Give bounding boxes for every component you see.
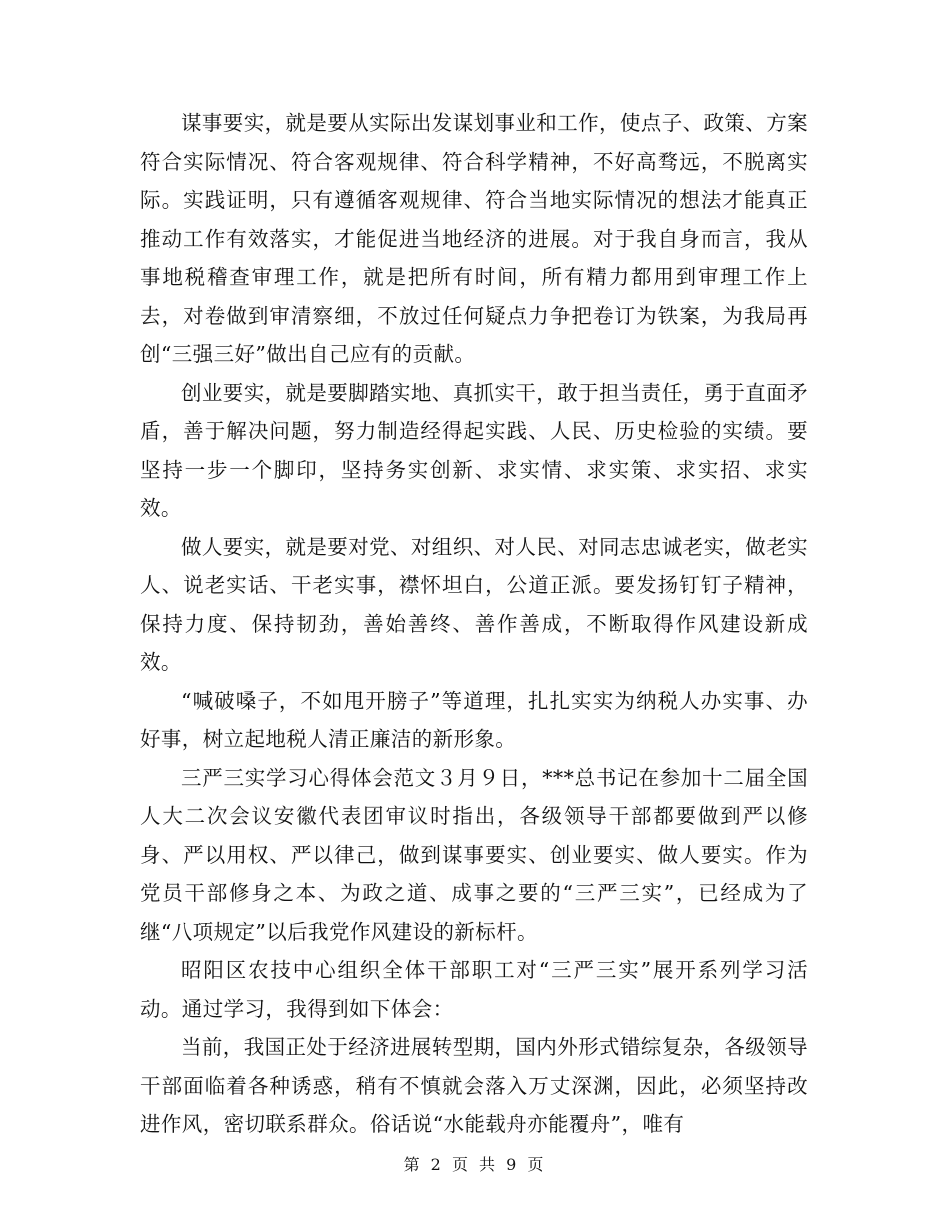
page-footer: 第 2 页 共 9 页 (403, 1155, 547, 1174)
paragraph-3: 做人要实，就是要对党、对组织、对人民、对同志忠诚老实，做老实人、说老实话、干老实事，襟怀坦白，公道正派。要发扬钉钉子精神，保持力度、保持韧劲，善始善终、善作善成，不断取得作风建设新成效。 (140, 534, 808, 674)
paragraph-2: 创业要实，就是要脚踏实地、真抓实干，敢于担当责任，勇于直面矛盾，善于解决问题，努力制造经得起实践、人民、历史检验的实绩。要坚持一步一个脚印，坚持务实创新、求实情、求实策、求实招、求实效。 (140, 380, 808, 520)
document-body (140, 104, 808, 1144)
paragraph-5: 三严三实学习心得体会范文３月９日，***总书记在参加十二届全国人大二次会议安徽代表团审议时指出，各级领导干部都要做到严以修身、严以用权、严以律己，做到谋事要实、创业要实、做人要实。作为党员干部修身之本、为政之道、成事之要的“三严三实”，已经成为了继“八项规定”以后我党作风建设的新标杆。 (140, 765, 808, 944)
paragraph-4: “喊破嗓子，不如甩开膀子”等道理，扎扎实实为纳税人办实事、办好事，树立起地税人清正廉洁的新形象。 (140, 688, 808, 751)
paragraph-6: 昭阳区农技中心组织全体干部职工对“三严三实”展开系列学习活动。通过学习，我得到如下体会： (140, 958, 808, 1021)
paragraph-1: 谋事要实，就是要从实际出发谋划事业和工作，使点子、政策、方案符合实际情况、符合客观规律、符合科学精神，不好高骛远，不脱离实际。实践证明，只有遵循客观规律、符合当地实际情况的想法才能真正推动工作有效落实，才能促进当地经济的进展。对于我自身而言，我从事地税稽查审理工作，就是把所有时间，所有精力都用到审理工作上去，对卷做到审清察细，不放过任何疑点力争把卷订为铁案，为我局再创“三强三好”做出自己应有的贡献。 (140, 111, 808, 366)
paragraph-7: 当前，我国正处于经济进展转型期，国内外形式错综复杂，各级领导干部面临着各种诱惑，稍有不慎就会落入万丈深渊，因此，必须坚持改进作风，密切联系群众。俗话说“水能载舟亦能覆舟”，唯有 (140, 1035, 808, 1136)
